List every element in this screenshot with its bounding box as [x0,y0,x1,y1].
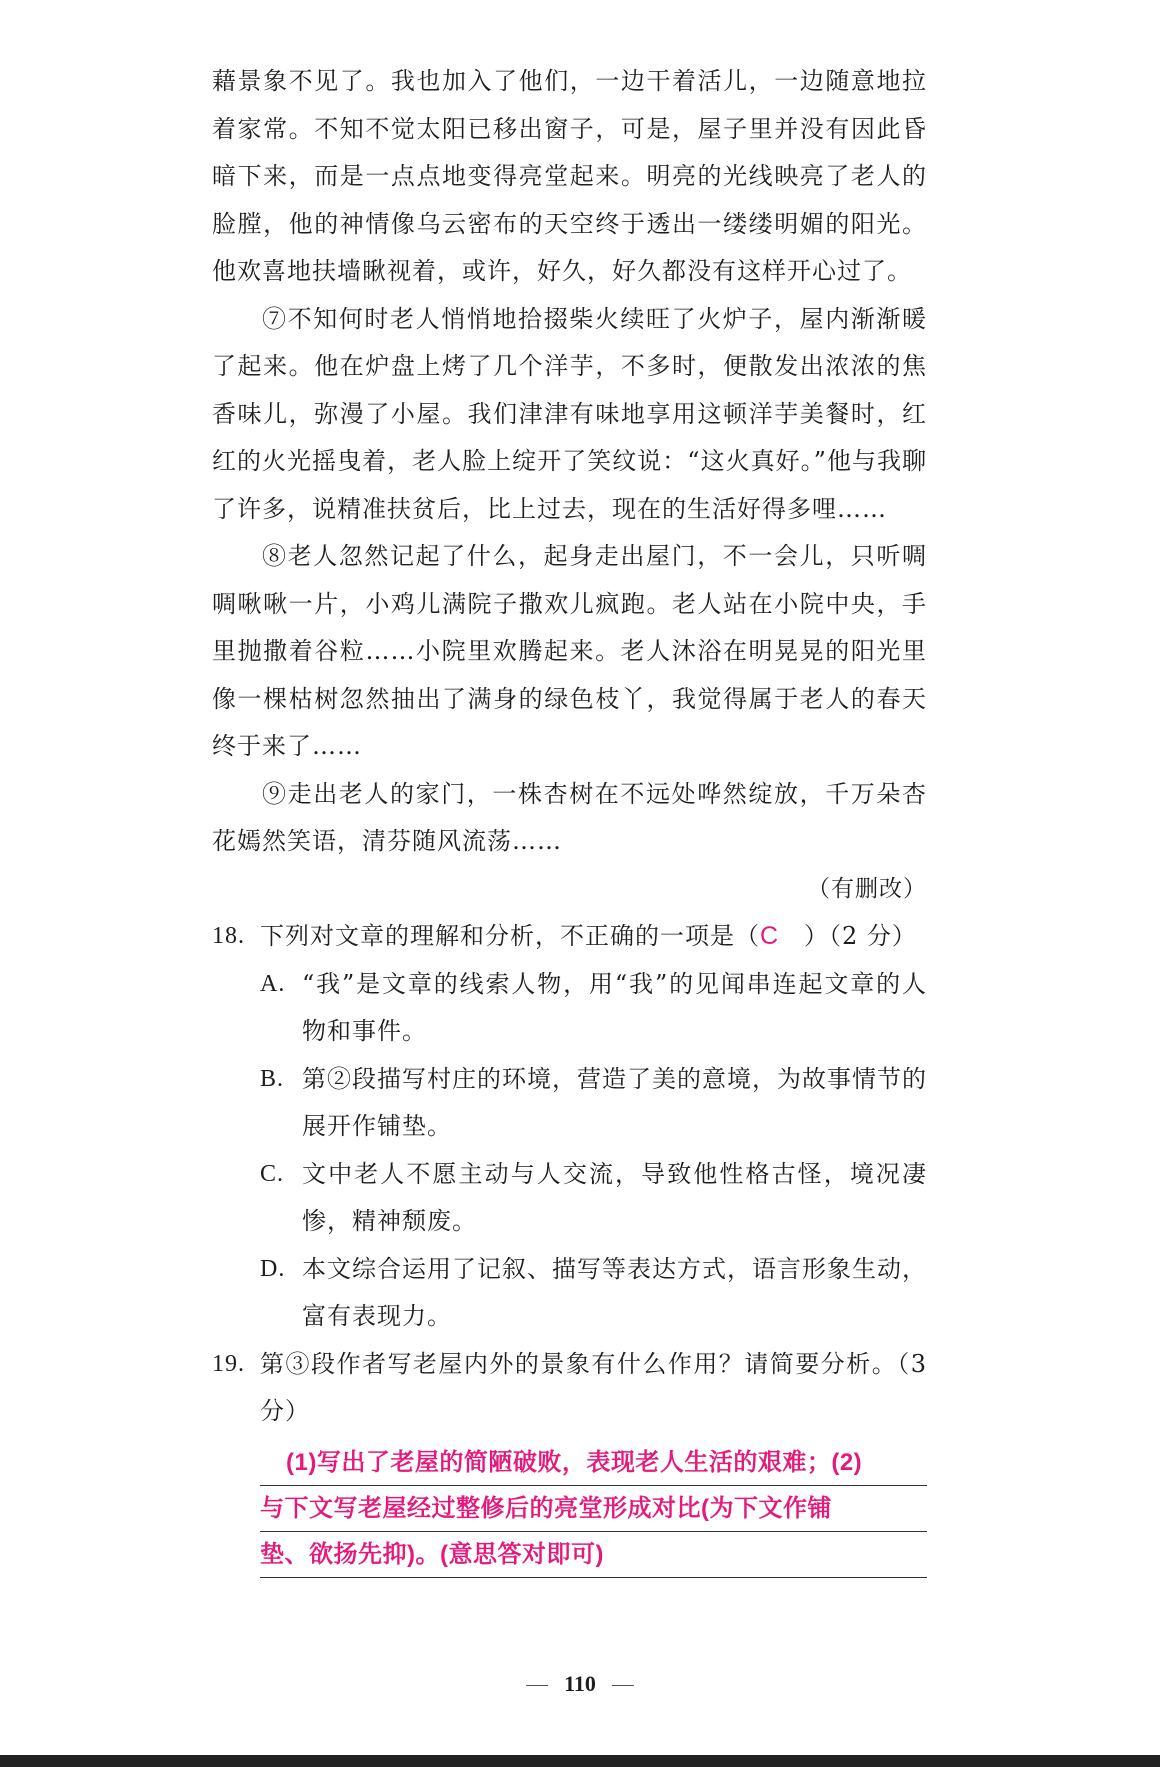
answer-choice: C [760,922,780,950]
option-b [260,1056,927,1151]
stem-after: ）（2 分） [804,922,917,950]
question-stem [260,913,927,961]
stem-before: 下列对文章的理解和分析，不正确的一项是（ [260,922,760,950]
page-number [0,1671,1160,1697]
answer-block [260,1440,927,1578]
question-19 [212,1341,927,1578]
option-list [260,961,927,1341]
text-column [212,58,927,1578]
answer-line-1: (1)写出了老屋的简陋破败，表现老人生活的艰难；(2) [260,1440,927,1486]
paragraph-8: ⑧老人忽然记起了什么，起身走出屋门，不一会儿，只听啁啁啾啾一片，小鸡儿满院子撒欢儿疯跑。老人站在小院中央，手里抛撒着谷粒……小院里欢腾起来。老人沐浴在明晃晃的阳光里像一棵枯树忽然抽出了满身的绿色枝丫，我觉得属于老人的春天终于来了…… [212,542,927,760]
question-stem: 第③段作者写老屋内外的景象有什么作用？请简要分析。（3 分） [260,1349,927,1425]
option-letter: D. [260,1255,286,1282]
paragraph-6-tail: 藉景象不见了。我也加入了他们，一边干着活儿，一边随意地拉着家常。不知不觉太阳已移出窗子，可是，屋子里并没有因此昏暗下来，而是一点点地变得亮堂起来。明亮的光线映亮了老人的脸膛，他的神情像乌云密布的天空终于透出一缕缕明媚的阳光。他欢喜地扶墙瞅视着，或许，好久，好久都没有这样开心过了。 [212,67,927,285]
option-letter: C. [260,1160,285,1187]
bottom-bar [0,1755,1160,1767]
option-letter: A. [260,970,286,997]
dash-left [526,1685,548,1686]
question-18 [212,913,927,1341]
question-number: 19. [212,1350,245,1377]
question-number: 18. [212,923,245,949]
option-text: 文中老人不愿主动与人交流，导致他性格古怪，境况凄惨，精神颓废。 [302,1159,927,1235]
option-text: 本文综合运用了记叙、描写等表达方式，语言形象生动，富有表现力。 [302,1254,927,1330]
source-note: （有删改） [807,875,927,902]
option-text: “我”是文章的线索人物，用“我”的见闻串连起文章的人物和事件。 [302,969,927,1045]
option-a [260,961,927,1056]
answer-line-3: 垫、欲扬先抑)。(意思答对即可) [260,1532,927,1578]
paragraph-9: ⑨走出老人的家门，一株杏树在不远处哗然绽放，千万朵杏花嫣然笑语，清芬随风流荡…… [212,779,927,855]
option-text: 第②段描写村庄的环境，营造了美的意境，为故事情节的展开作铺垫。 [302,1064,927,1140]
paragraph-7: ⑦不知何时老人悄悄地拾掇柴火续旺了火炉子，屋内渐渐暖了起来。他在炉盘上烤了几个洋芋，不多时，便散发出浓浓的焦香味儿，弥漫了小屋。我们津津有味地享用这顿洋芋美餐时，红红的火光摇曳着，老人脸上绽开了笑纹说：“这火真好。”他与我聊了许多，说精准扶贫后，比上过去，现在的生活好得多哩…… [212,304,927,523]
page-number-value: 110 [564,1671,596,1696]
answer-line-2: 与下文写老屋经过整修后的亮堂形成对比(为下文作铺 [260,1486,927,1532]
dash-right [612,1685,634,1686]
option-d [260,1246,927,1341]
option-letter: B. [260,1065,285,1092]
option-c [260,1151,927,1246]
